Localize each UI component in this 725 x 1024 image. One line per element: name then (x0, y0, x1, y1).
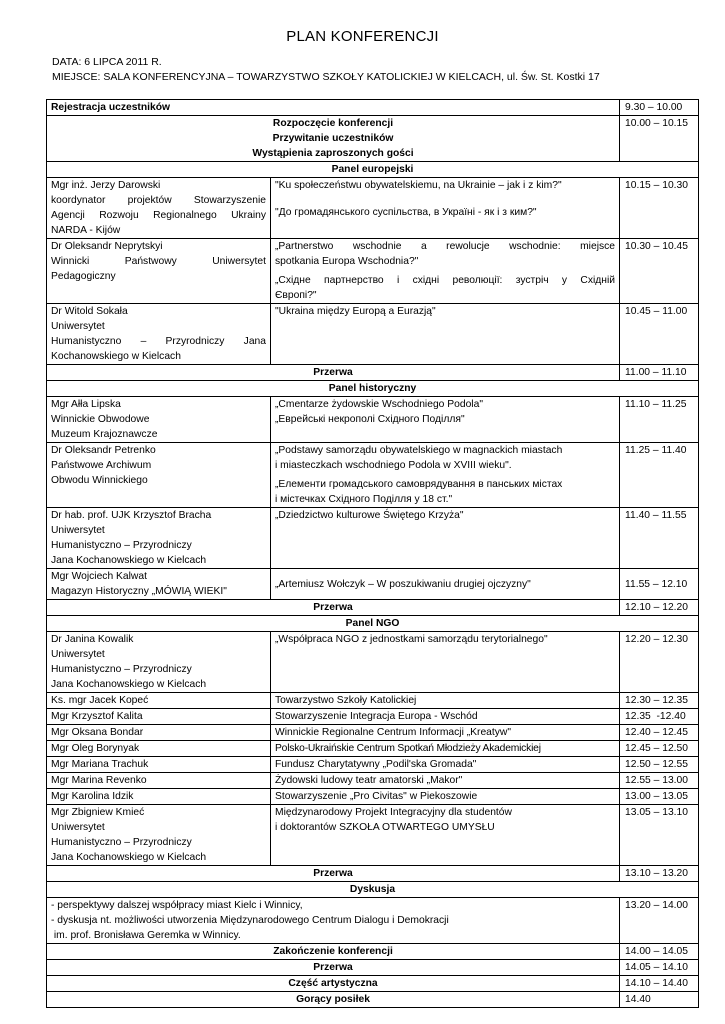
speaker-line: Humanistyczno – Przyrodniczy (51, 540, 192, 551)
speaker-line: Dr Oleksandr Petrenko (51, 445, 156, 456)
time-cell: 12.55 – 13.00 (620, 773, 699, 789)
time-cell: 13.05 – 13.10 (620, 805, 699, 866)
topic-cell (271, 178, 620, 239)
speaker-line: Pedagogiczny (51, 271, 116, 282)
section-row-discussion (47, 882, 699, 898)
speaker-line: Humanistyczno – Przyrodniczy (51, 664, 192, 675)
topic-cell: Towarzystwo Szkoły Katolickiej (271, 693, 620, 709)
time-cell: 14.10 – 14.40 (620, 976, 699, 992)
speaker-line: NARDA - Kijów (51, 225, 121, 236)
table-row (47, 569, 699, 600)
topic-line: „Artemiusz Wołczyk – W poszukiwaniu drugiej ojczyzny" (275, 578, 531, 590)
table-row (47, 508, 699, 569)
time-cell: 12.50 – 12.55 (620, 757, 699, 773)
time-cell: 12.35 -12.40 (620, 709, 699, 725)
topic-cell: Stowarzyszenie Integracja Europa - Wschód (271, 709, 620, 725)
break-label: Przerwa (47, 365, 620, 381)
opening-time: 10.00 – 10.15 (620, 116, 699, 162)
table-row (47, 757, 699, 773)
page-title: PLAN KONFERENCJI (286, 28, 439, 45)
table-row-meal (47, 992, 699, 1008)
speaker-cell (47, 397, 271, 443)
date-line: DATA: 6 LIPCA 2011 R. (52, 56, 162, 68)
discussion-line: - perspektywy dalszej współpracy miast Kielc i Winnicy, (51, 900, 303, 911)
topic-line: „Podstawy samorządu obywatelskiego w magnackich miastach (275, 445, 563, 456)
time-cell: 13.20 – 14.00 (620, 898, 699, 944)
speaker-line: Mgr Ałła Lipska (51, 399, 121, 410)
topic-line: „Cmentarze żydowskie Wschodniego Podola" (275, 399, 483, 410)
speaker-cell: Mgr Krzysztof Kalita (47, 709, 271, 725)
time-cell: 12.30 – 12.35 (620, 693, 699, 709)
speaker-line: Dr Janina Kowalik (51, 634, 134, 645)
topic-line: "До громадянського суспільства, в Україні - як і з ким?" (275, 207, 537, 218)
table-row (47, 773, 699, 789)
speaker-cell: Mgr Oleg Borynyak (47, 741, 271, 757)
time-cell: 10.30 – 10.45 (620, 239, 699, 304)
opening-line: Rozpoczęcie konferencji (272, 118, 394, 129)
topic-line: „Східне партнерство і східні революції: зустріч у Східній (275, 275, 616, 286)
speaker-cell: Mgr Marina Revenko (47, 773, 271, 789)
table-row (47, 397, 699, 443)
topic-cell (271, 632, 620, 693)
program-table (46, 99, 699, 1008)
table-row (47, 789, 699, 805)
topic-line: Європі?" (275, 290, 317, 301)
speaker-cell (47, 508, 271, 569)
topic-line: „Dziedzictwo kulturowe Świętego Krzyża" (275, 510, 464, 521)
speaker-cell (47, 304, 271, 365)
topic-cell (271, 304, 620, 365)
speaker-cell (47, 443, 271, 508)
section-heading: Panel europejski (47, 162, 699, 178)
speaker-line: Mgr inż. Jerzy Darowski (51, 180, 161, 191)
topic-line: „Елементи громадського самоврядування в панських містах (275, 479, 563, 490)
time-cell: 11.10 – 11.25 (620, 397, 699, 443)
table-row-discussion (47, 898, 699, 944)
topic-cell (271, 239, 620, 304)
meal-label: Gorący posiłek (47, 992, 620, 1008)
topic-cell (271, 397, 620, 443)
time-cell: 10.45 – 11.00 (620, 304, 699, 365)
topic-line: i miasteczkach wschodniego Podola w XVIII wieku". (275, 460, 512, 471)
section-heading: Panel NGO (47, 616, 699, 632)
time-cell: 12.20 – 12.30 (620, 632, 699, 693)
table-row-opening (47, 116, 699, 162)
topic-line: „Partnerstwo wschodnie a rewolucje wschodnie: miejsce (275, 241, 616, 252)
topic-cell (271, 508, 620, 569)
time-cell: 14.00 – 14.05 (620, 944, 699, 960)
time-cell: 11.40 – 11.55 (620, 508, 699, 569)
speaker-cell (47, 239, 271, 304)
speaker-line: Humanistyczno – Przyrodniczy (51, 837, 192, 848)
time-cell: 13.10 – 13.20 (620, 866, 699, 882)
topic-cell: Polsko-Ukraińskie Centrum Spotkań Młodzieży Akademickiej (271, 741, 620, 757)
table-row (47, 178, 699, 239)
topic-line: spotkania Europa Wschodnia?" (275, 256, 419, 267)
break-label: Przerwa (47, 600, 620, 616)
speaker-line: Obwodu Winnickiego (51, 475, 148, 486)
speaker-line: Mgr Wojciech Kalwat (51, 571, 147, 582)
topic-cell: Winnickie Regionalne Centrum Informacji „Kreatyw" (271, 725, 620, 741)
topic-line: "Ukraina między Europą a Eurazją" (275, 306, 436, 317)
time-cell: 11.25 – 11.40 (620, 443, 699, 508)
topic-line: i doktorantów SZKOŁA OTWARTEGO UMYSŁU (275, 822, 495, 833)
speaker-line: Dr Witold Sokała (51, 306, 128, 317)
speaker-cell: Mgr Karolina Idzik (47, 789, 271, 805)
topic-cell: Żydowski ludowy teatr amatorski „Makor" (271, 773, 620, 789)
speaker-line: Jana Kochanowskiego w Kielcach (51, 555, 207, 566)
break-label: Przerwa (47, 866, 620, 882)
table-row-art (47, 976, 699, 992)
speaker-line: Agencji Rozwoju Regionalnego Ukrainy (51, 210, 266, 221)
topic-cell (271, 443, 620, 508)
speaker-cell: Mgr Mariana Trachuk (47, 757, 271, 773)
speaker-line: koordynator projektów Stowarzyszenie (51, 195, 266, 206)
table-row-closing (47, 944, 699, 960)
place-line: MIEJSCE: SALA KONFERENCYJNA – TOWARZYSTWO SZKOŁY KATOLICKIEJ W KIELCACH, ul. Św. St. Kostki 17 (52, 71, 600, 83)
speaker-line: Muzeum Krajoznawcze (51, 429, 158, 440)
speaker-line: Winnickie Obwodowe (51, 414, 150, 425)
speaker-line: Dr Oleksandr Neprytskyi (51, 241, 163, 252)
table-row-break (47, 600, 699, 616)
topic-line: „Współpraca NGO z jednostkami samorządu terytorialnego" (275, 634, 548, 645)
registration-label: Rejestracja uczestników (47, 100, 620, 116)
speaker-line: Magazyn Historyczny „MÓWIĄ WIEKI" (51, 586, 227, 597)
speaker-cell (47, 632, 271, 693)
time-cell: 11.00 – 11.10 (620, 365, 699, 381)
break-label: Przerwa (47, 960, 620, 976)
table-row-break (47, 960, 699, 976)
speaker-line: Jana Kochanowskiego w Kielcach (51, 679, 207, 690)
table-row-break (47, 365, 699, 381)
opening-cell (47, 116, 620, 162)
closing-label: Zakończenie konferencji (47, 944, 620, 960)
time-cell: 12.10 – 12.20 (620, 600, 699, 616)
opening-line: Przywitanie uczestników (272, 133, 394, 144)
time-cell: 14.40 (620, 992, 699, 1008)
topic-line: "Ku społeczeństwu obywatelskiemu, na Ukrainie – jak i z kim?" (275, 180, 562, 191)
discussion-line: im. prof. Bronisława Geremka w Winnicy. (51, 930, 241, 941)
opening-line: Wystąpienia zaproszonych gości (252, 148, 414, 159)
discussion-line: - dyskusja nt. możliwości utworzenia Międzynarodowego Centrum Dialogu i Demokracji (51, 915, 449, 926)
speaker-line: Humanistyczno – Przyrodniczy Jana (51, 336, 266, 347)
speaker-line: Jana Kochanowskiego w Kielcach (51, 852, 207, 863)
topic-line: і містечках Східного Поділля у 18 ст." (275, 494, 453, 505)
speaker-line: Winnicki Państwowy Uniwersytet (51, 256, 266, 267)
section-row-panel-eu (47, 162, 699, 178)
topic-cell: Fundusz Charytatywny „Podil'ska Gromada" (271, 757, 620, 773)
time-cell: 12.45 – 12.50 (620, 741, 699, 757)
speaker-line: Państwowe Archiwum (51, 460, 152, 471)
time-cell: 10.15 – 10.30 (620, 178, 699, 239)
speaker-cell (47, 805, 271, 866)
table-row (47, 239, 699, 304)
topic-cell: Stowarzyszenie „Pro Civitas" w Piekoszowie (271, 789, 620, 805)
time-cell: 11.55 – 12.10 (620, 569, 699, 600)
time-cell: 14.05 – 14.10 (620, 960, 699, 976)
time-cell: 12.40 – 12.45 (620, 725, 699, 741)
table-row-break (47, 866, 699, 882)
speaker-line: Mgr Zbigniew Kmieć (51, 807, 145, 818)
table-row (47, 725, 699, 741)
speaker-line: Uniwersytet (51, 822, 105, 833)
table-row (47, 304, 699, 365)
registration-time: 9.30 – 10.00 (620, 100, 699, 116)
speaker-line: Uniwersytet (51, 649, 105, 660)
topic-line: Międzynarodowy Projekt Integracyjny dla studentów (275, 807, 512, 818)
speaker-line: Uniwersytet (51, 321, 105, 332)
section-row-panel-hist (47, 381, 699, 397)
speaker-cell (47, 178, 271, 239)
speaker-cell: Ks. mgr Jacek Kopeć (47, 693, 271, 709)
speaker-line: Uniwersytet (51, 525, 105, 536)
speaker-cell (47, 569, 271, 600)
section-heading: Dyskusja (47, 882, 699, 898)
topic-line: „Еврейські некрополі Східного Поділля" (275, 414, 465, 425)
speaker-cell: Mgr Oksana Bondar (47, 725, 271, 741)
section-heading: Panel historyczny (47, 381, 699, 397)
topic-cell (271, 569, 620, 600)
table-row (47, 709, 699, 725)
table-row (47, 805, 699, 866)
table-row-registration (47, 100, 699, 116)
art-label: Część artystyczna (47, 976, 620, 992)
time-cell: 13.00 – 13.05 (620, 789, 699, 805)
speaker-line: Kochanowskiego w Kielcach (51, 351, 181, 362)
table-row (47, 741, 699, 757)
discussion-cell (47, 898, 620, 944)
speaker-line: Dr hab. prof. UJK Krzysztof Bracha (51, 510, 212, 521)
section-row-panel-ngo (47, 616, 699, 632)
table-row (47, 443, 699, 508)
table-row (47, 693, 699, 709)
topic-cell (271, 805, 620, 866)
table-row (47, 632, 699, 693)
